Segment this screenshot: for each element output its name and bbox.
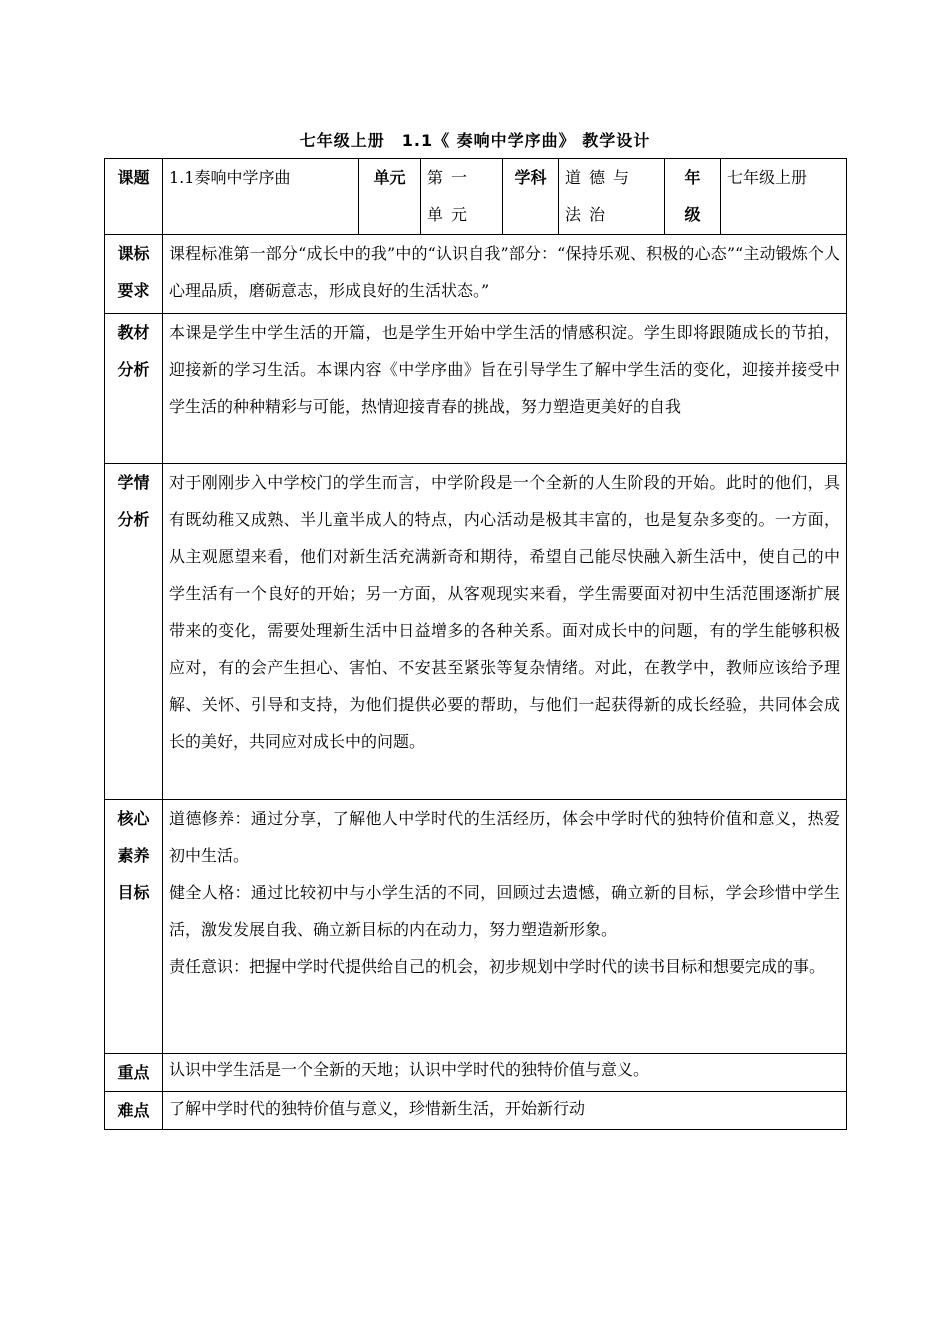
textbook-analysis-label: 教材分析 [105, 314, 163, 464]
student-analysis-content [163, 464, 847, 800]
standards-label: 课标要求 [105, 235, 163, 314]
difficulties-content [163, 1092, 847, 1130]
page-title: 七年级上册 1.1《 奏响中学序曲》 教学设计 [299, 131, 651, 150]
textbook-analysis-content [163, 314, 847, 464]
unit-value: 第一单元 [421, 159, 503, 235]
standards-row [105, 235, 847, 314]
unit-label: 单元 [359, 159, 421, 235]
core-goals-row [105, 800, 847, 1054]
goal-moral: 道德修养：通过分享，了解他人中学时代的生活经历，体会中学时代的独特价值和意义，热爱初中生活。 [169, 809, 840, 865]
grade-value: 七年级上册 [721, 159, 847, 235]
standards-paragraph: 课程标准第一部分“成长中的我”中的“认识自我”部分：“保持乐观、积极的心态”“主动锻炼个人心理品质，磨砺意志，形成良好的生活状态。” [169, 244, 840, 300]
lesson-plan-table [104, 158, 847, 1130]
textbook-analysis-paragraph: 本课是学生中学生活的开篇，也是学生开始中学生活的情感积淀。学生即将跟随成长的节拍，迎接新的学习生活。本课内容《中学序曲》旨在引导学生了解中学生活的变化，迎接并接受中学生活的种种精彩与可能，热情迎接青春的挑战，努力塑造更美好的自我 [169, 323, 840, 416]
key-points-row [105, 1054, 847, 1092]
core-goals-content [163, 800, 847, 1054]
student-analysis-label: 学情分析 [105, 464, 163, 800]
subject-value: 道德与法治 [559, 159, 665, 235]
subject-label: 学科 [503, 159, 559, 235]
key-points-content [163, 1054, 847, 1092]
difficulties-row [105, 1092, 847, 1130]
goal-responsibility: 责任意识：把握中学时代提供给自己的机会，初步规划中学时代的读书目标和想要完成的事。 [169, 957, 826, 976]
student-analysis-row [105, 464, 847, 800]
topic-value: 1.1奏响中学序曲 [163, 159, 359, 235]
grade-label: 年级 [665, 159, 721, 235]
goal-personality: 健全人格：通过比较初中与小学生活的不同，回顾过去遗憾，确立新的目标，学会珍惜中学生活，激发发展自我、确立新目标的内在动力，努力塑造新形象。 [169, 883, 840, 939]
student-analysis-paragraph: 对于刚刚步入中学校门的学生而言，中学阶段是一个全新的人生阶段的开始。此时的他们，具有既幼稚又成熟、半儿童半成人的特点，内心活动是极其丰富的，也是复杂多变的。一方面，从主观愿望来看，他们对新生活充满新奇和期待，希望自己能尽快融入新生活中，使自己的中学生活有一个良好的开始；另一方面，从客观现实来看，学生需要面对初中生活范围逐渐扩展带来的变化，需要处理新生活中日益增多的各种关系。面对成长中的问题，有的学生能够积极应对，有的会产生担心、害怕、不安甚至紧张等复杂情绪。对此，在教学中，教师应该给予理解、关怀、引导和支持，为他们提供必要的帮助，与他们一起获得新的成长经验，共同体会成长的美好，共同应对成长中的问题。 [169, 473, 840, 751]
topic-label: 课题 [105, 159, 163, 235]
difficulties-paragraph: 了解中学时代的独特价值与意义，珍惜新生活，开始新行动 [169, 1099, 586, 1118]
key-points-paragraph: 认识中学生活是一个全新的天地；认识中学时代的独特价值与意义。 [169, 1060, 650, 1079]
header-row [105, 159, 847, 235]
key-points-label: 重点 [105, 1054, 163, 1092]
core-goals-label: 核心素养目标 [105, 800, 163, 1054]
difficulties-label: 难点 [105, 1092, 163, 1130]
textbook-analysis-row [105, 314, 847, 464]
standards-content [163, 235, 847, 314]
